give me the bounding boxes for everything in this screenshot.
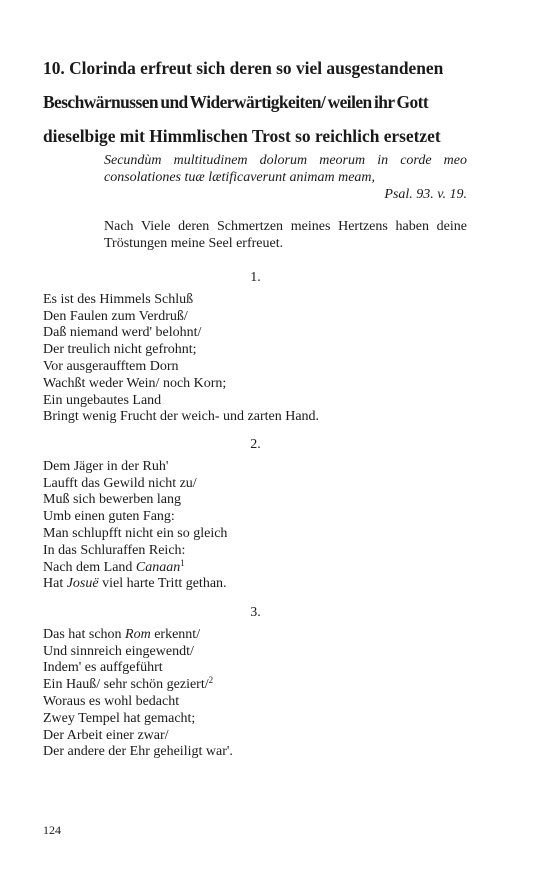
stanza-3 <box>43 605 473 761</box>
stanza-number: 2. <box>250 437 261 452</box>
verse-line: Woraus es wohl bedacht <box>43 693 180 709</box>
verse-line: Der andere der Ehr geheiligt war'. <box>43 744 233 760</box>
verse-italic: Josuë <box>66 576 99 592</box>
chapter-heading <box>43 51 468 153</box>
verse-line: In das Schluraffen Reich: <box>43 542 186 558</box>
verse-line: Dem Jäger in der Ruh' <box>43 458 169 474</box>
verse-line: Ein ungebautes Land <box>43 392 162 408</box>
motto-text: Secundùm multitudinem dolorum meorum in corde meo consolationes tuæ lætificaverunt animam meam, <box>104 153 467 185</box>
verse-line: Es ist des Himmels Schluß <box>43 291 194 307</box>
verse-line: Und sinnreich eingewendt/ <box>43 643 194 659</box>
verse-line: Wachßt weder Wein/ noch Korn; <box>43 375 227 391</box>
verse-text: Das hat schon <box>43 626 126 642</box>
verse-line: Daß niemand werd' belohnt/ <box>43 325 202 341</box>
verse-text: viel harte Tritt gethan. <box>98 576 227 592</box>
heading-line: dieselbige mit Himmlischen Trost so reichlich ersetzet <box>43 126 441 146</box>
verse-line: Man schlupfft nicht ein so gleich <box>43 525 228 541</box>
verse-line <box>43 576 473 593</box>
verse-line <box>43 557 473 577</box>
verse-italic: Rom <box>125 626 151 642</box>
verse-line: Indem' es auffgeführt <box>43 660 163 676</box>
verse-italic: Canaan <box>135 559 181 575</box>
verse-text: erkennt/ <box>150 626 201 642</box>
verse-text: Hat <box>43 576 67 592</box>
verse-line: Laufft das Gewild nicht zu/ <box>43 475 197 491</box>
stanza-2 <box>43 437 473 593</box>
footnote-marker: 1 <box>180 557 185 568</box>
verse-line: Der Arbeit einer zwar/ <box>43 727 169 743</box>
stanza-1 <box>43 270 473 426</box>
stanza-number: 1. <box>250 270 261 285</box>
verse-line: Der treulich nicht gefrohnt; <box>43 342 197 358</box>
verse-line: Zwey Tempel hat gemacht; <box>43 710 196 726</box>
heading-line: Beschwärnussen und Widerwärtigkeiten/ weilen ihr Gott <box>43 92 429 112</box>
latin-motto <box>104 152 467 203</box>
verse-line: Den Faulen zum Verdruß/ <box>43 308 188 324</box>
page-number: 124 <box>43 823 61 837</box>
verse-line: Vor ausgeraufftem Dorn <box>43 358 179 374</box>
stanza-number: 3. <box>250 605 261 620</box>
verse-line: Muß sich bewerben lang <box>43 492 182 508</box>
verse-line <box>43 677 473 694</box>
verse-text: Ein Hauß/ sehr schön geziert/ <box>43 677 209 693</box>
verse-line: Bringt wenig Frucht der weich- und zarten Hand. <box>43 409 320 425</box>
verse-line: Umb einen guten Fang: <box>43 509 175 525</box>
heading-line: 10. Clorinda erfreut sich deren so viel ausgestandenen <box>43 58 444 78</box>
motto-source: Psal. 93. v. 19. <box>384 187 467 202</box>
verse-line <box>43 627 473 644</box>
motto-translation: Nach Viele deren Schmertzen meines Hertzens haben deine Tröstungen meine Seel erfreuet. <box>104 219 467 251</box>
footnote-marker: 2 <box>208 675 214 686</box>
verse-text: Nach dem Land <box>43 559 136 575</box>
